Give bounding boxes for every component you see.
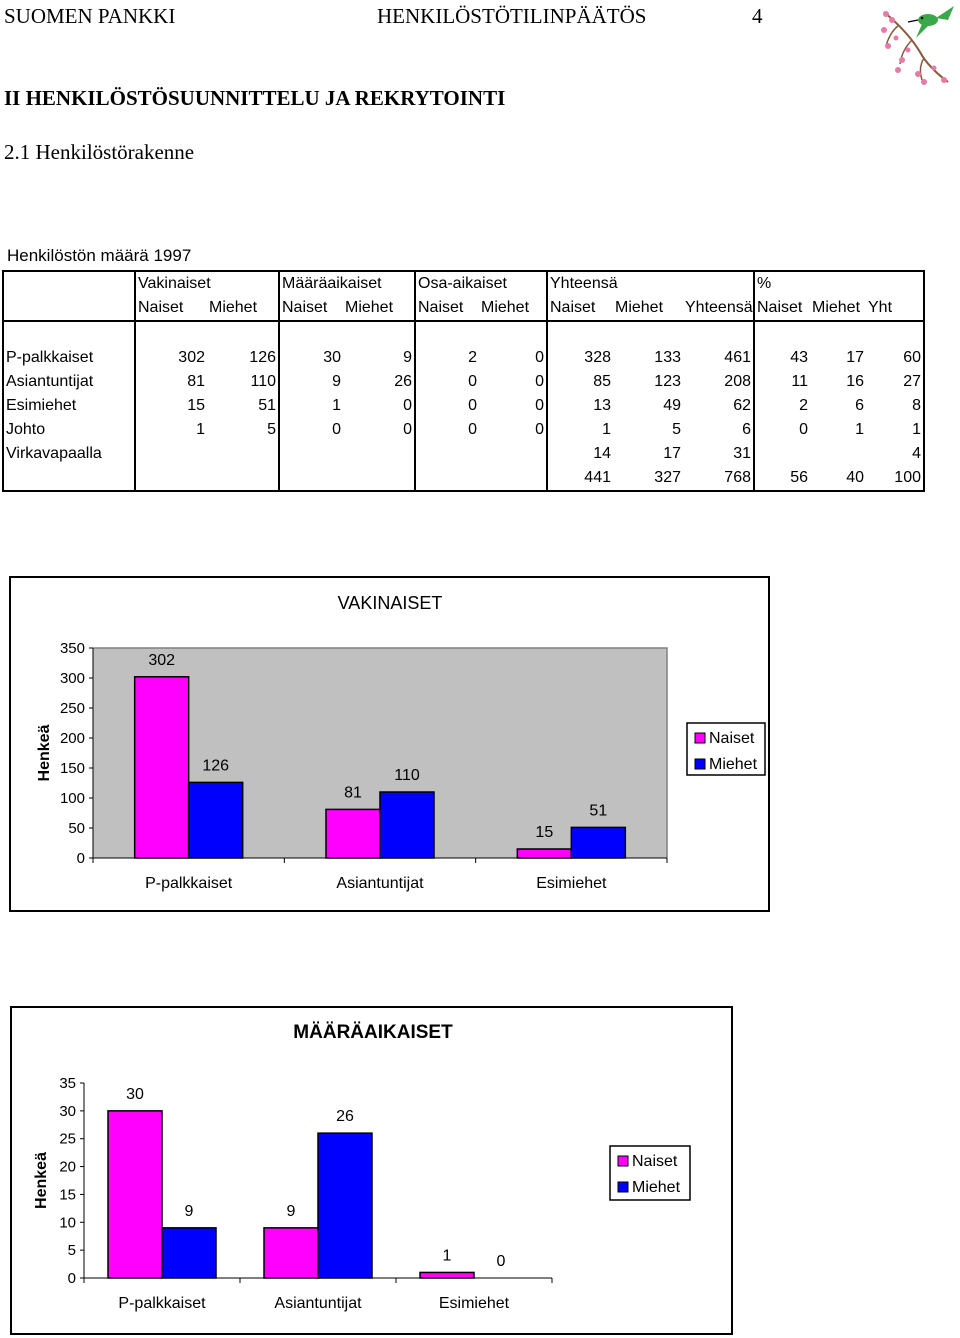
table-cell: 133 [654,349,681,366]
bar-miehet [189,782,243,858]
table-cell [279,442,343,466]
y-tick-label: 35 [59,1075,76,1092]
table-cell: 43 [754,346,810,370]
legend-label: Miehet [632,1179,681,1196]
table-cell: 0 [754,418,810,442]
table-subheader: Naiset [415,296,479,321]
x-tick-label: P-palkkaiset [145,875,233,892]
table-subheader: Naiset [754,296,810,321]
y-tick-label: 0 [67,1270,76,1287]
y-tick-label: 200 [59,730,85,747]
x-tick-label: P-palkkaiset [118,1295,206,1312]
table-spacer-row [3,321,924,346]
table-subheader: Naiset [135,296,207,321]
bar-miehet [318,1133,372,1278]
bar-naiset [135,677,189,858]
table-cell [207,442,279,466]
x-tick-label: Asiantuntijat [336,875,424,892]
table-cell: 1 [866,418,924,442]
data-label: 30 [126,1085,144,1103]
table-cell: 85 [547,370,613,394]
y-tick-label: 350 [59,640,85,657]
data-label: 302 [148,651,176,669]
table-subheader: Yht [866,296,924,321]
y-tick-label: 10 [59,1214,76,1232]
subsection-title: 2.1 Henkilöstörakenne [4,140,195,164]
table-cell: 9 [403,349,412,366]
table-row [3,394,924,418]
data-label: 81 [344,784,362,802]
data-label: 1 [442,1247,452,1265]
x-tick-label: Esimiehet [438,1295,510,1312]
table-cell: 17 [663,445,681,462]
y-tick-label: 50 [68,820,85,837]
table-cell: 0 [535,421,544,438]
maaraaikaiset-chart-svg [12,1008,731,1333]
table-cell: 768 [683,466,754,491]
bar-naiset [420,1272,474,1278]
table-cell: 0 [535,397,544,414]
table-cell: 31 [733,445,751,462]
page-number: 4 [752,4,763,28]
table-cell: 11 [754,370,810,394]
bar-naiset [517,849,571,858]
table-cell: 8 [866,394,924,418]
table-cell: 100 [866,466,924,491]
legend-swatch [695,759,705,769]
bar-miehet [380,792,434,858]
data-label: 26 [336,1108,354,1126]
table-group-header: Yhteensä [547,271,754,296]
row-label: Esimiehet [3,394,135,418]
y-tick-label: 30 [59,1102,76,1120]
table-cell: 5 [267,421,276,438]
table-cell [135,466,207,491]
table-cell: 49 [663,397,681,414]
legend-label: Naiset [709,730,755,747]
table-cell [810,442,866,466]
table-cell: 51 [258,397,276,414]
vakinaiset-chart [9,576,770,912]
table-cell [207,466,279,491]
row-label: Asiantuntijat [3,370,135,394]
y-tick-label: 0 [76,850,85,867]
table-cell: 302 [135,346,207,370]
y-tick-label: 20 [59,1158,76,1176]
table-corner-cell [3,296,135,321]
table-cell [754,442,810,466]
table-cell: 14 [547,442,613,466]
vakinaiset-chart-svg [11,578,768,910]
table-row [3,466,924,491]
table-cell: 126 [249,349,276,366]
y-tick-label: 25 [59,1130,76,1148]
chart-title: VAKINAISET [337,593,443,613]
table-subheader: Miehet [812,299,861,316]
table-cell: 123 [654,373,681,390]
table-cell: 4 [866,442,924,466]
table-subheader-row [3,296,924,321]
table-cell [479,442,547,466]
table-cell: 0 [403,421,412,438]
table-subheader: Miehet [209,299,258,316]
row-label: Virkavapaalla [3,442,135,466]
running-header-center: HENKILÖSTÖTILINPÄÄTÖS [377,4,647,28]
table-group-header-row [3,271,924,296]
x-tick-label: Asiantuntijat [274,1295,362,1312]
table-row [3,346,924,370]
table-cell: 60 [866,346,924,370]
data-label: 51 [589,802,608,820]
table-cell: 15 [135,394,207,418]
table-subheader: Naiset [547,296,613,321]
table-cell [415,466,479,491]
table-cell: 5 [672,421,681,438]
chart-title: MÄÄRÄAIKAISET [293,1022,453,1043]
table-cell: 0 [415,394,479,418]
table-row [3,442,924,466]
table-cell: 9 [279,370,343,394]
bar-naiset [264,1228,318,1278]
table-cell: 0 [403,397,412,414]
table-subheader: Naiset [279,296,343,321]
table-cell: 0 [415,418,479,442]
y-tick-label: 15 [59,1186,76,1204]
table-cell: 2 [754,394,810,418]
table-caption: Henkilöstön määrä 1997 [7,246,192,265]
table-cell: 17 [846,349,864,366]
table-subheader: Yhteensä [685,299,753,316]
table-cell: 0 [535,349,544,366]
table-row [3,370,924,394]
table-cell: 0 [535,373,544,390]
bar-miehet [571,827,625,858]
y-tick-label: 100 [59,790,85,807]
table-row [3,418,924,442]
table-subheader: Miehet [345,299,394,316]
table-cell: 1 [855,421,864,438]
table-cell: 0 [279,418,343,442]
bar-naiset [326,809,380,858]
table-corner-cell [3,271,135,296]
data-label: 9 [184,1202,194,1220]
x-tick-label: Esimiehet [536,875,607,892]
table-subheader: Miehet [481,299,530,316]
table-cell: 1 [135,418,207,442]
legend-label: Miehet [709,756,758,773]
table-group-header: Määräaikaiset [279,271,415,296]
table-cell: 6 [742,421,751,438]
data-label: 0 [496,1253,506,1270]
y-tick-label: 5 [67,1242,76,1260]
legend-swatch [618,1182,628,1192]
table-cell: 110 [250,373,276,390]
table-subheader: Miehet [615,299,664,316]
row-label [3,466,135,491]
table-cell: 1 [279,394,343,418]
table-cell: 0 [415,370,479,394]
maaraaikaiset-chart [10,1006,733,1335]
legend-swatch [618,1156,628,1166]
bird-branch-logo [878,2,958,88]
table-cell: 208 [724,373,751,390]
table-cell: 1 [547,418,613,442]
table-cell: 40 [810,466,866,491]
running-header-left: SUOMEN PANKKI [4,4,176,28]
table-group-header: Osa-aikaiset [415,271,547,296]
table-cell: 6 [855,397,864,414]
table-cell: 2 [415,346,479,370]
table-cell [279,466,343,491]
table-cell: 441 [547,466,613,491]
table-cell: 26 [394,373,412,390]
table-cell: 56 [754,466,810,491]
table-cell: 81 [135,370,207,394]
table-cell: 16 [846,373,864,390]
table-cell [343,442,415,466]
y-tick-label: 300 [59,670,85,687]
bar-naiset [108,1111,162,1278]
table-cell: 62 [733,397,751,414]
table-group-header: Vakinaiset [135,271,279,296]
data-label: 15 [535,824,554,841]
table-group-header: % [754,271,924,296]
table-cell: 461 [724,349,751,366]
table-cell [343,466,415,491]
table-cell [479,466,547,491]
table-cell: 327 [613,466,683,491]
bar-miehet [162,1228,216,1278]
table-cell: 13 [547,394,613,418]
row-label: P-palkkaiset [3,346,135,370]
table-cell [135,442,207,466]
row-label: Johto [3,418,135,442]
data-label: 110 [394,767,420,784]
y-axis-label: Henkeä [36,724,53,782]
table-cell [415,442,479,466]
section-title: II HENKILÖSTÖSUUNNITTELU JA REKRYTOINTI [4,86,506,110]
legend-swatch [695,733,705,743]
data-label: 9 [286,1202,296,1220]
legend-label: Naiset [632,1153,678,1170]
data-label: 126 [202,757,230,775]
y-tick-label: 250 [59,700,85,717]
y-tick-label: 150 [59,760,85,777]
table-cell: 30 [279,346,343,370]
staff-table [2,270,925,492]
y-axis-label: Henkeä [33,1152,50,1209]
table-cell: 328 [547,346,613,370]
table-cell: 27 [866,370,924,394]
